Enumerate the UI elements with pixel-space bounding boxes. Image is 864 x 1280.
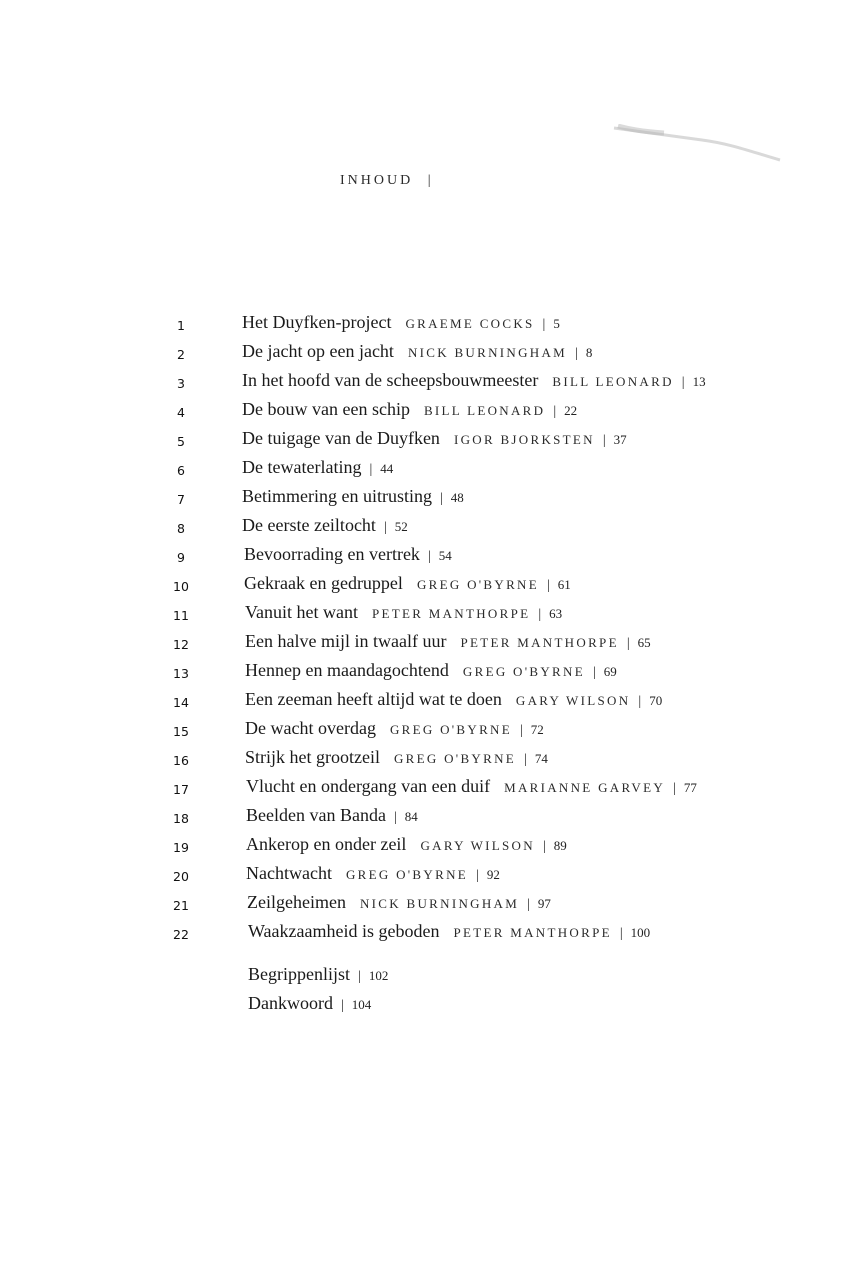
chapter-number: 2 bbox=[177, 347, 185, 362]
separator: | bbox=[476, 868, 479, 883]
page-number: 48 bbox=[450, 490, 464, 505]
toc-row bbox=[0, 892, 864, 921]
page-number: 92 bbox=[486, 867, 500, 882]
chapter-author: GREG O'BYRNE bbox=[416, 577, 539, 592]
page-number: 61 bbox=[557, 577, 571, 592]
separator: | bbox=[673, 781, 676, 796]
chapter-number: 6 bbox=[177, 463, 185, 478]
toc-row bbox=[0, 602, 864, 631]
chapter-title: Gekraak en gedruppel bbox=[244, 573, 403, 593]
toc-row bbox=[0, 863, 864, 892]
chapter-number: 11 bbox=[173, 608, 189, 623]
toc-row bbox=[0, 631, 864, 660]
chapter-title: De wacht overdag bbox=[245, 718, 376, 738]
toc-row bbox=[0, 341, 864, 370]
toc-row bbox=[0, 921, 864, 950]
chapter-number: 22 bbox=[173, 927, 189, 942]
paper-smudge bbox=[612, 124, 782, 164]
toc-row bbox=[0, 718, 864, 747]
separator: | bbox=[383, 520, 387, 535]
separator: | bbox=[369, 462, 373, 477]
chapter-number: 3 bbox=[177, 376, 185, 391]
toc-row bbox=[0, 573, 864, 602]
chapter-title: Een zeeman heeft altijd wat te doen bbox=[245, 689, 502, 709]
chapter-author: PETER MANTHORPE bbox=[371, 606, 531, 621]
separator: | bbox=[626, 636, 630, 651]
chapter-author: NICK BURNINGHAM bbox=[359, 896, 520, 911]
separator: | bbox=[592, 665, 596, 680]
separator: | bbox=[619, 926, 623, 941]
chapter-title: Een halve mijl in twaalf uur bbox=[245, 631, 447, 651]
chapter-number: 7 bbox=[177, 492, 185, 507]
page-number: 74 bbox=[534, 751, 548, 766]
chapter-title: De tuigage van de Duyfken bbox=[242, 428, 440, 448]
page-number: 13 bbox=[692, 374, 706, 389]
separator: | bbox=[519, 723, 523, 738]
chapter-author: GREG O'BYRNE bbox=[462, 664, 585, 679]
separator: | bbox=[427, 549, 431, 564]
separator: | bbox=[546, 578, 550, 593]
toc-row bbox=[0, 486, 864, 515]
toc-row bbox=[0, 805, 864, 834]
chapter-author: GREG O'BYRNE bbox=[393, 751, 517, 766]
chapter-number: 9 bbox=[177, 550, 185, 565]
page-number: 77 bbox=[683, 780, 697, 795]
chapter-author: BILL LEONARD bbox=[423, 403, 546, 418]
toc-row bbox=[0, 399, 864, 428]
chapter-title: De bouw van een schip bbox=[242, 399, 410, 419]
separator: | bbox=[393, 810, 397, 825]
chapter-title: Bevoorrading en vertrek bbox=[244, 544, 420, 564]
page-number: 69 bbox=[603, 664, 617, 679]
toc-row bbox=[0, 776, 864, 805]
chapter-number: 21 bbox=[173, 898, 189, 913]
toc-row bbox=[0, 834, 864, 863]
chapter-title: Zeilgeheimen bbox=[247, 892, 346, 912]
chapter-number: 19 bbox=[173, 840, 189, 855]
chapter-title: Het Duyfken-project bbox=[242, 312, 392, 332]
chapter-number: 17 bbox=[173, 782, 189, 797]
toc-row bbox=[0, 312, 864, 341]
chapter-number: 1 bbox=[177, 318, 185, 333]
chapter-title: Ankerop en onder zeil bbox=[246, 834, 407, 854]
separator: | bbox=[638, 694, 642, 709]
chapter-number: 4 bbox=[177, 405, 185, 420]
toc-row bbox=[0, 428, 864, 457]
chapter-number: 16 bbox=[173, 753, 189, 768]
separator: | bbox=[538, 607, 542, 622]
chapter-author: GREG O'BYRNE bbox=[345, 867, 468, 882]
page-number: 70 bbox=[649, 693, 663, 708]
table-of-contents bbox=[0, 312, 864, 950]
chapter-title: Hennep en maandagochtend bbox=[245, 660, 449, 680]
separator: | bbox=[542, 839, 546, 854]
chapter-number: 10 bbox=[173, 579, 189, 594]
separator: | bbox=[439, 491, 443, 506]
separator: | bbox=[527, 897, 530, 912]
page-number: 65 bbox=[637, 635, 651, 650]
page-number: 97 bbox=[537, 896, 551, 911]
chapter-author: GARY WILSON bbox=[420, 838, 535, 853]
page-number: 72 bbox=[530, 722, 544, 737]
toc-row bbox=[0, 544, 864, 573]
page-number: 100 bbox=[630, 925, 651, 940]
toc-row bbox=[0, 747, 864, 776]
separator: | bbox=[575, 346, 578, 361]
appendix-title: Begrippenlijst bbox=[248, 964, 350, 984]
chapter-number: 14 bbox=[173, 695, 189, 710]
chapter-title: Nachtwacht bbox=[246, 863, 332, 883]
toc-row bbox=[0, 457, 864, 486]
page-number: 37 bbox=[613, 432, 627, 447]
chapter-number: 8 bbox=[177, 521, 185, 536]
separator: | bbox=[681, 375, 685, 390]
chapter-title: Vanuit het want bbox=[245, 602, 358, 622]
chapter-number: 15 bbox=[173, 724, 189, 739]
chapter-author: IGOR BJORKSTEN bbox=[453, 432, 595, 447]
separator: | bbox=[542, 317, 546, 332]
chapter-author: PETER MANTHORPE bbox=[453, 925, 612, 940]
chapter-author: GARY WILSON bbox=[515, 693, 631, 708]
chapter-number: 5 bbox=[177, 434, 185, 449]
page-number: 5 bbox=[553, 316, 560, 331]
chapter-title: De eerste zeiltocht bbox=[242, 515, 376, 535]
chapter-author: BILL LEONARD bbox=[552, 374, 674, 389]
chapter-number: 12 bbox=[173, 637, 189, 652]
chapter-title: In het hoofd van de scheepsbouwmeester bbox=[242, 370, 539, 390]
chapter-title: Waakzaamheid is geboden bbox=[248, 921, 440, 941]
separator: | bbox=[340, 998, 344, 1013]
chapter-title: Beelden van Banda bbox=[246, 805, 386, 825]
page-number: 89 bbox=[553, 838, 567, 853]
appendix-title: Dankwoord bbox=[248, 993, 333, 1013]
separator: | bbox=[553, 404, 557, 419]
chapter-title: De tewaterlating bbox=[242, 457, 362, 477]
page-number: 104 bbox=[351, 997, 372, 1012]
chapter-author: GREG O'BYRNE bbox=[389, 722, 512, 737]
page-number: 54 bbox=[438, 548, 452, 563]
chapter-number: 20 bbox=[173, 869, 189, 884]
chapter-author: MARIANNE GARVEY bbox=[504, 780, 666, 795]
separator: | bbox=[524, 752, 527, 767]
chapter-title: Strijk het grootzeil bbox=[245, 747, 380, 767]
page-number: 84 bbox=[404, 809, 418, 824]
chapter-title: Vlucht en ondergang van een duif bbox=[246, 776, 491, 796]
chapter-title: De jacht op een jacht bbox=[242, 341, 394, 361]
separator: | bbox=[602, 433, 606, 448]
page-number: 63 bbox=[549, 606, 563, 621]
separator: | bbox=[358, 969, 361, 984]
toc-row bbox=[0, 660, 864, 689]
chapter-title: Betimmering en uitrusting bbox=[242, 486, 432, 506]
page-title: INHOUD | bbox=[340, 173, 434, 188]
page-number: 52 bbox=[394, 519, 408, 534]
page-number: 8 bbox=[585, 345, 593, 360]
page-number: 102 bbox=[368, 968, 389, 983]
chapter-number: 13 bbox=[173, 666, 189, 681]
chapter-number: 18 bbox=[173, 811, 189, 826]
chapter-author: NICK BURNINGHAM bbox=[407, 345, 568, 360]
chapter-author: PETER MANTHORPE bbox=[460, 635, 619, 650]
page-number: 22 bbox=[564, 403, 578, 418]
toc-row bbox=[0, 370, 864, 399]
toc-row bbox=[0, 515, 864, 544]
page-number: 44 bbox=[380, 461, 394, 476]
chapter-author: GRAEME COCKS bbox=[405, 316, 535, 331]
toc-row bbox=[0, 689, 864, 718]
